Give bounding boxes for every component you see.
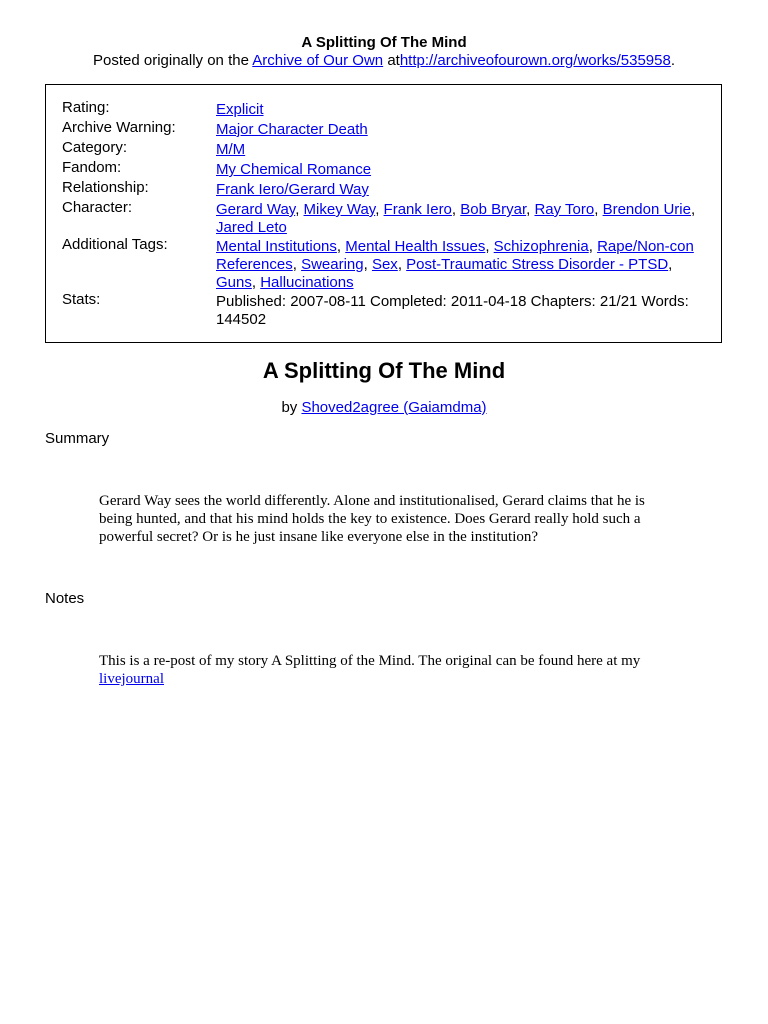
list-separator: , [336, 238, 346, 255]
summary-heading: Summary [45, 430, 110, 447]
meta-link[interactable]: Mikey Way [303, 201, 376, 218]
relationship-link[interactable]: Frank Iero/Gerard Way [216, 181, 369, 198]
posted-prefix: Posted originally on the [92, 52, 249, 69]
work-title: A Splitting Of The Mind [262, 358, 506, 383]
meta-link[interactable]: Frank Iero [383, 201, 452, 218]
meta-link[interactable]: Swearing [301, 256, 364, 273]
list-separator: , [690, 201, 696, 218]
list-separator: , [451, 201, 461, 218]
at-text: at [387, 52, 400, 69]
stats-label: Stats: [62, 291, 101, 308]
relationship-label: Relationship: [62, 179, 149, 196]
notes-text [99, 652, 679, 688]
character-label: Character: [62, 199, 133, 216]
fandom-label: Fandom: [62, 159, 122, 176]
list-separator: , [292, 256, 302, 273]
list-separator: , [295, 201, 304, 218]
author-link[interactable]: Shoved2agree (Gaiamdma) [301, 399, 487, 416]
meta-link[interactable]: Rape/Non-con References [216, 238, 694, 273]
rating-link[interactable]: Explicit [216, 101, 264, 118]
notes-heading: Notes [45, 590, 85, 607]
meta-link[interactable]: Jared Leto [216, 219, 287, 236]
stats-line-2: 144502 [216, 311, 267, 328]
meta-link[interactable]: Brendon Urie [602, 201, 691, 218]
meta-link[interactable]: Ray Toro [534, 201, 595, 218]
meta-link[interactable]: Guns [216, 274, 252, 291]
by-text: by [281, 399, 298, 416]
list-separator: , [668, 256, 673, 273]
list-separator: , [526, 201, 535, 218]
archive-link[interactable]: Archive of Our Own [252, 52, 384, 69]
list-separator: , [363, 256, 372, 273]
livejournal-link[interactable]: livejournal [99, 671, 164, 687]
stats-line-1: Published: 2007-08-11 Completed: 2011-04-18 Chapters: 21/21 Words: [216, 293, 689, 310]
work-metadata-box [45, 84, 722, 343]
warning-label: Archive Warning: [62, 119, 176, 136]
tag-list [216, 238, 708, 292]
document-header-title: A Splitting Of The Mind [301, 34, 467, 51]
meta-link[interactable]: Schizophrenia [493, 238, 589, 255]
list-separator: , [588, 238, 598, 255]
meta-link[interactable]: Sex [371, 256, 398, 273]
fandom-link[interactable]: My Chemical Romance [216, 161, 372, 178]
warning-link[interactable]: Major Character Death [216, 121, 368, 138]
character-list [216, 201, 708, 237]
category-label: Category: [62, 139, 128, 156]
byline [0, 399, 768, 417]
list-separator: , [251, 274, 261, 291]
meta-link[interactable]: Mental Institutions [216, 238, 337, 255]
list-separator: , [375, 201, 384, 218]
period: . [670, 52, 676, 69]
summary-text: Gerard Way sees the world differently. Alone and institutionalised, Gerard claims that he is being hunted, and that his mind holds the key to existence. Does Gerard really hold such a powerful secret? Or is he just insane like everyone else in the institution? [99, 493, 645, 545]
stats-value [216, 293, 708, 329]
meta-link[interactable]: Gerard Way [216, 201, 296, 218]
meta-link[interactable]: Bob Bryar [460, 201, 527, 218]
meta-link[interactable]: Post-Traumatic Stress Disorder - PTSD [406, 256, 669, 273]
list-separator: , [594, 201, 603, 218]
notes-body: This is a re-post of my story A Splitting of the Mind. The original can be found here at my [99, 653, 641, 669]
meta-link[interactable]: Mental Health Issues [345, 238, 486, 255]
meta-link[interactable]: Hallucinations [260, 274, 354, 291]
list-separator: , [485, 238, 494, 255]
list-separator: , [397, 256, 407, 273]
tags-label: Additional Tags: [62, 236, 168, 253]
work-url-link[interactable]: http://archiveofourown.org/works/535958 [399, 52, 671, 69]
category-link[interactable]: M/M [216, 141, 246, 158]
rating-label: Rating: [62, 99, 110, 116]
posted-originally-line [0, 52, 768, 69]
